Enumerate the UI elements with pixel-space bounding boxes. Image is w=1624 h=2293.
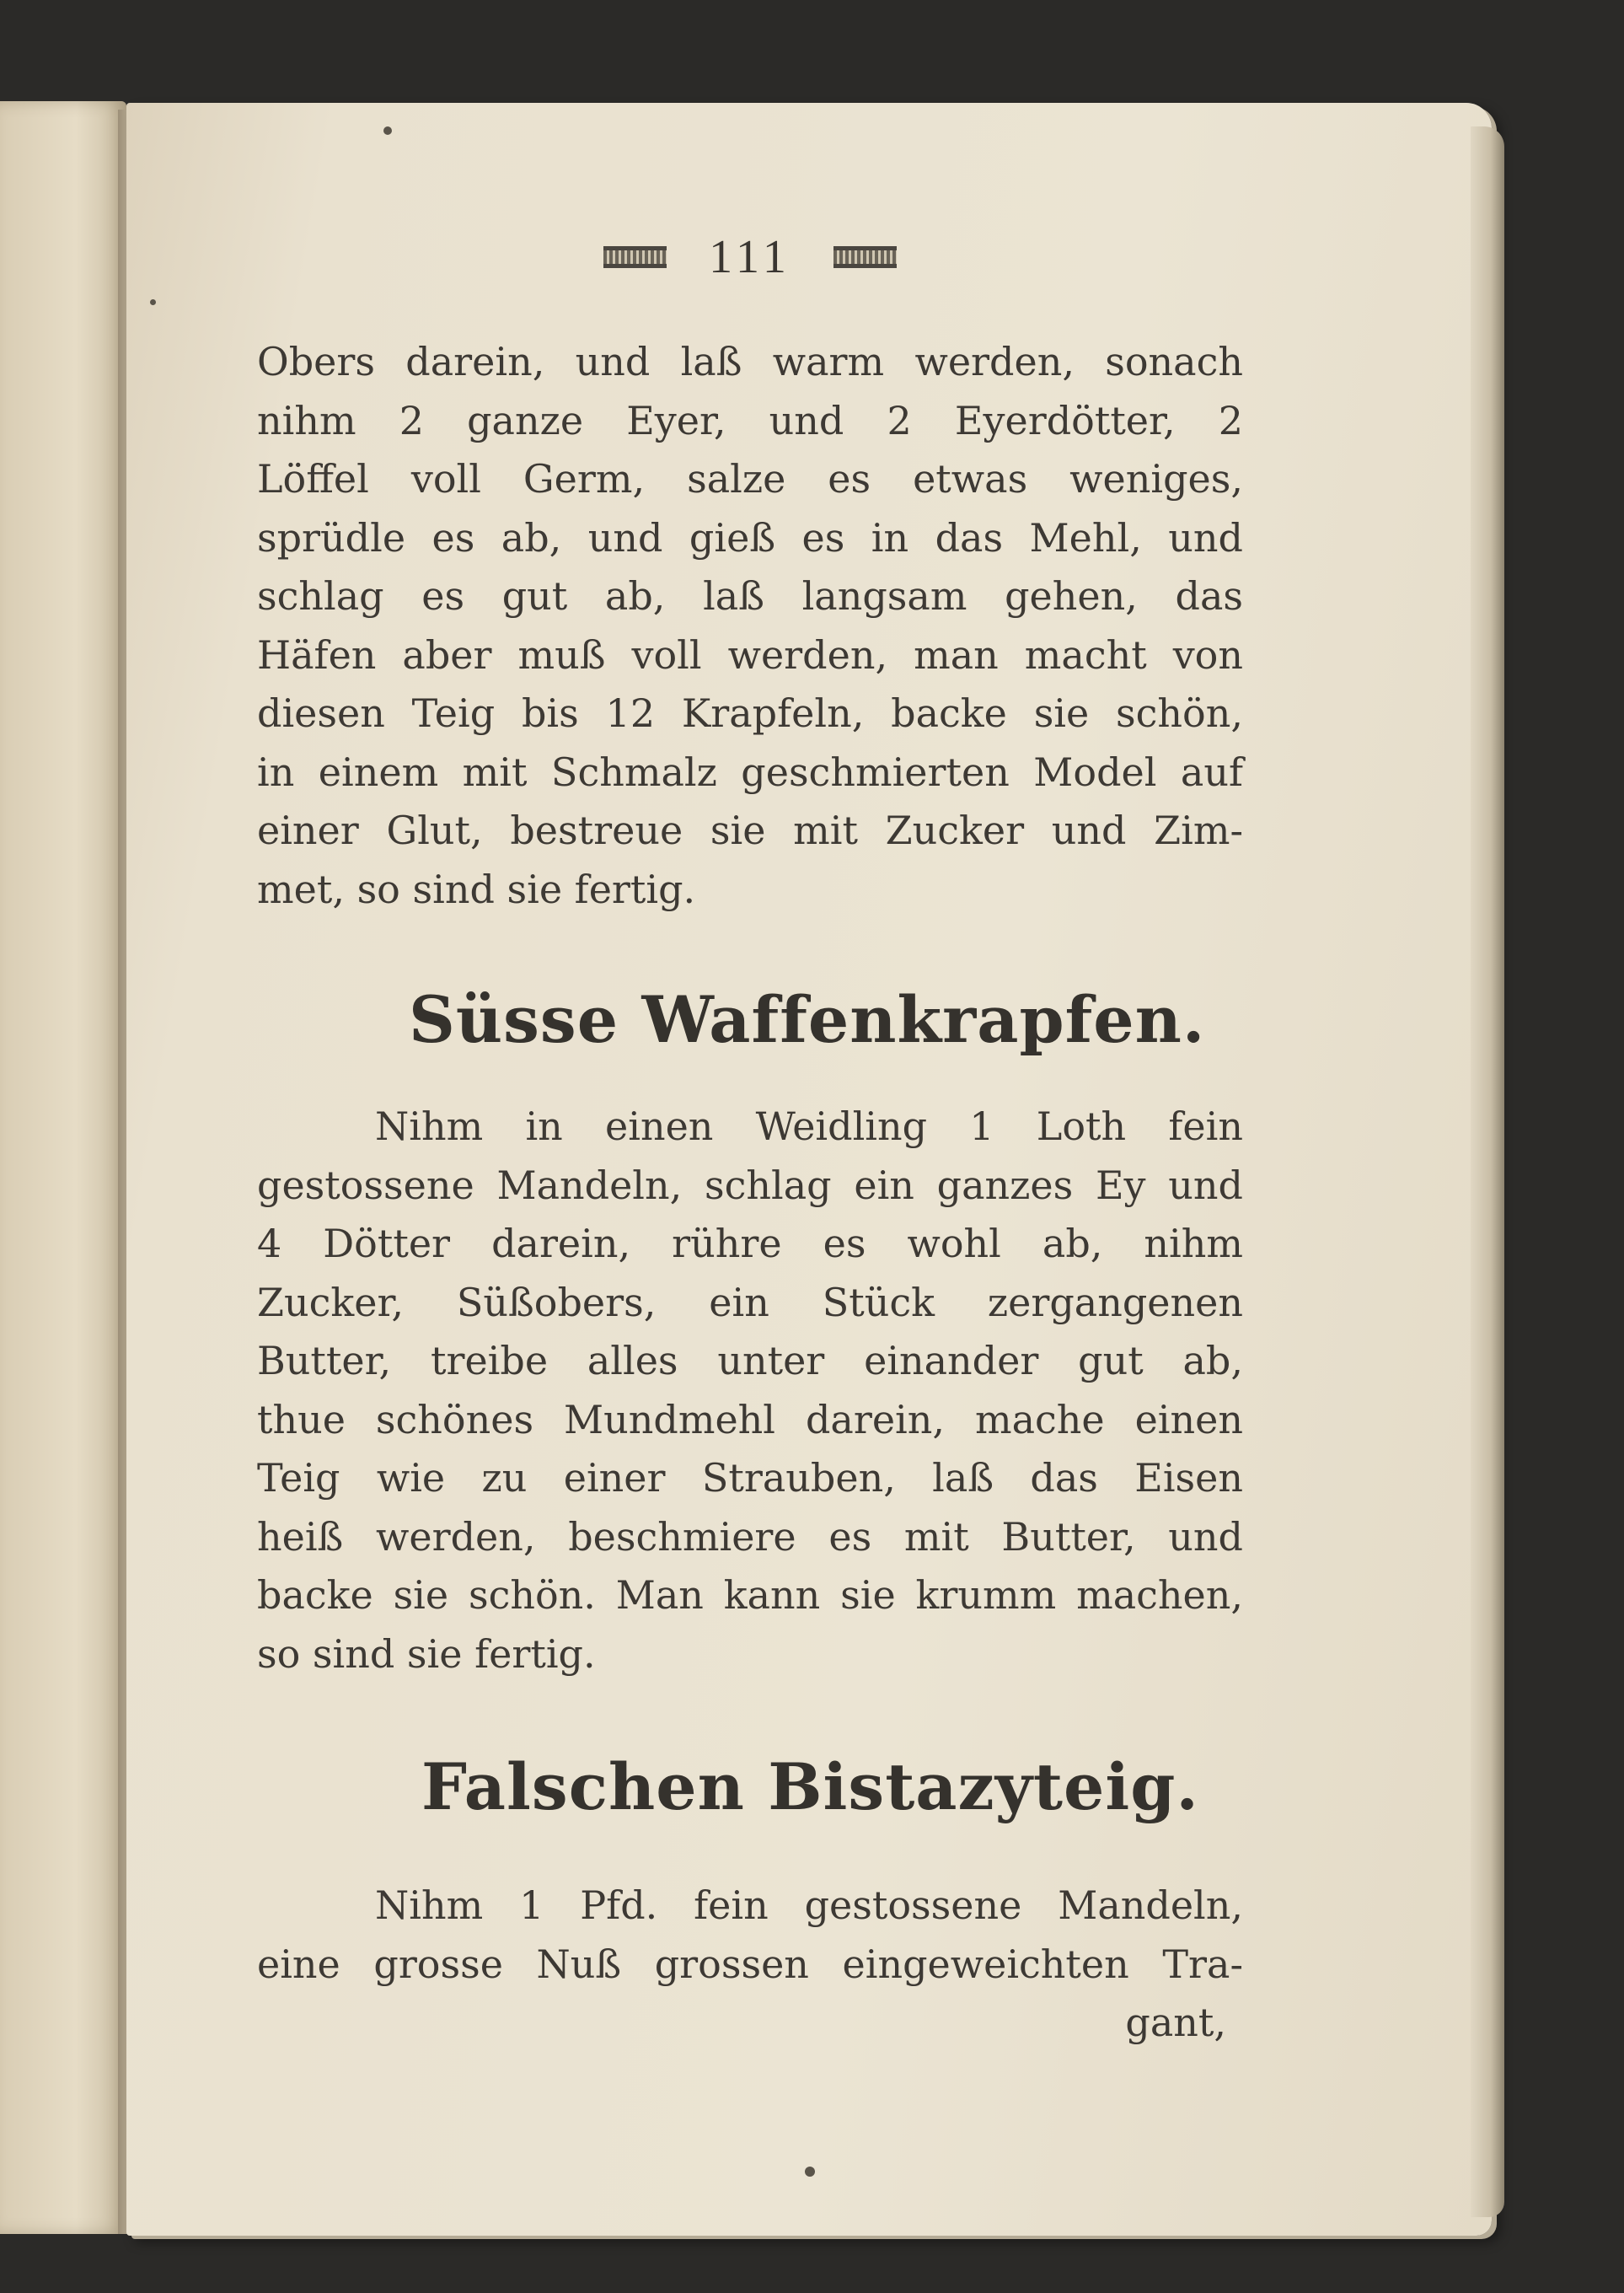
text-line: Nihm 1 Pfd. fein gestossene Mandeln, bbox=[375, 1882, 1243, 1928]
recipe-heading-bistazyteig: Falschen Bistazyteig. bbox=[421, 1749, 1199, 1824]
text-line: in einem mit Schmalz geschmierten Model auf bbox=[257, 749, 1243, 795]
page-number: 111 bbox=[709, 231, 791, 283]
catchword: gant, bbox=[1125, 2000, 1226, 2045]
text-line: gestossene Mandeln, schlag ein ganzes Ey und bbox=[257, 1162, 1243, 1208]
header-ornament-right bbox=[833, 246, 897, 268]
text-line: backe sie schön. Man kann sie krumm machen, bbox=[257, 1572, 1243, 1618]
page-edge bbox=[1471, 126, 1504, 2217]
page-header bbox=[548, 228, 952, 287]
header-ornament-left bbox=[603, 246, 667, 268]
paragraph-bistazyteig bbox=[257, 1877, 1243, 2053]
page-speck bbox=[383, 126, 392, 135]
paragraph-waffenkrapfen bbox=[257, 1098, 1243, 1684]
page-speck bbox=[150, 299, 156, 305]
text-line: eine grosse Nuß grossen eingeweichten Tra- bbox=[257, 1941, 1243, 1987]
text-line: so sind sie fertig. bbox=[257, 1630, 596, 1677]
text-line: Obers darein, und laß warm werden, sonach bbox=[257, 339, 1243, 384]
text-line: Nihm in einen Weidling 1 Loth fein bbox=[375, 1104, 1243, 1149]
text-line: nihm 2 ganze Eyer, und 2 Eyerdötter, 2 bbox=[257, 397, 1243, 443]
text-line: heiß werden, beschmiere es mit Butter, und bbox=[257, 1513, 1243, 1560]
text-line: diesen Teig bis 12 Krapfeln, backe sie schön, bbox=[257, 690, 1243, 736]
text-line: Häfen aber muß voll werden, man macht von bbox=[257, 631, 1243, 678]
text-line: schlag es gut ab, laß langsam gehen, das bbox=[257, 573, 1243, 619]
text-line: Zucker, Süßobers, ein Stück zergangenen bbox=[257, 1279, 1243, 1325]
text-line: met, so sind sie fertig. bbox=[257, 866, 696, 912]
previous-page-edge bbox=[0, 101, 126, 2234]
paragraph-continued-recipe bbox=[257, 333, 1243, 919]
text-line: sprüdle es ab, und gieß es in das Mehl, und bbox=[257, 514, 1243, 561]
text-line: Löffel voll Germ, salze es etwas weniges, bbox=[257, 456, 1243, 502]
text-line: einer Glut, bestreue sie mit Zucker und Zim- bbox=[257, 808, 1243, 853]
text-line: 4 Dötter darein, rühre es wohl ab, nihm bbox=[257, 1221, 1243, 1266]
text-line: thue schönes Mundmehl darein, mache einen bbox=[257, 1396, 1243, 1442]
page-speck bbox=[805, 2167, 815, 2177]
text-line: Butter, treibe alles unter einander gut ab, bbox=[257, 1338, 1243, 1383]
text-line: Teig wie zu einer Strauben, laß das Eisen bbox=[257, 1455, 1243, 1501]
recipe-heading-waffenkrapfen: Süsse Waffenkrapfen. bbox=[409, 982, 1206, 1057]
